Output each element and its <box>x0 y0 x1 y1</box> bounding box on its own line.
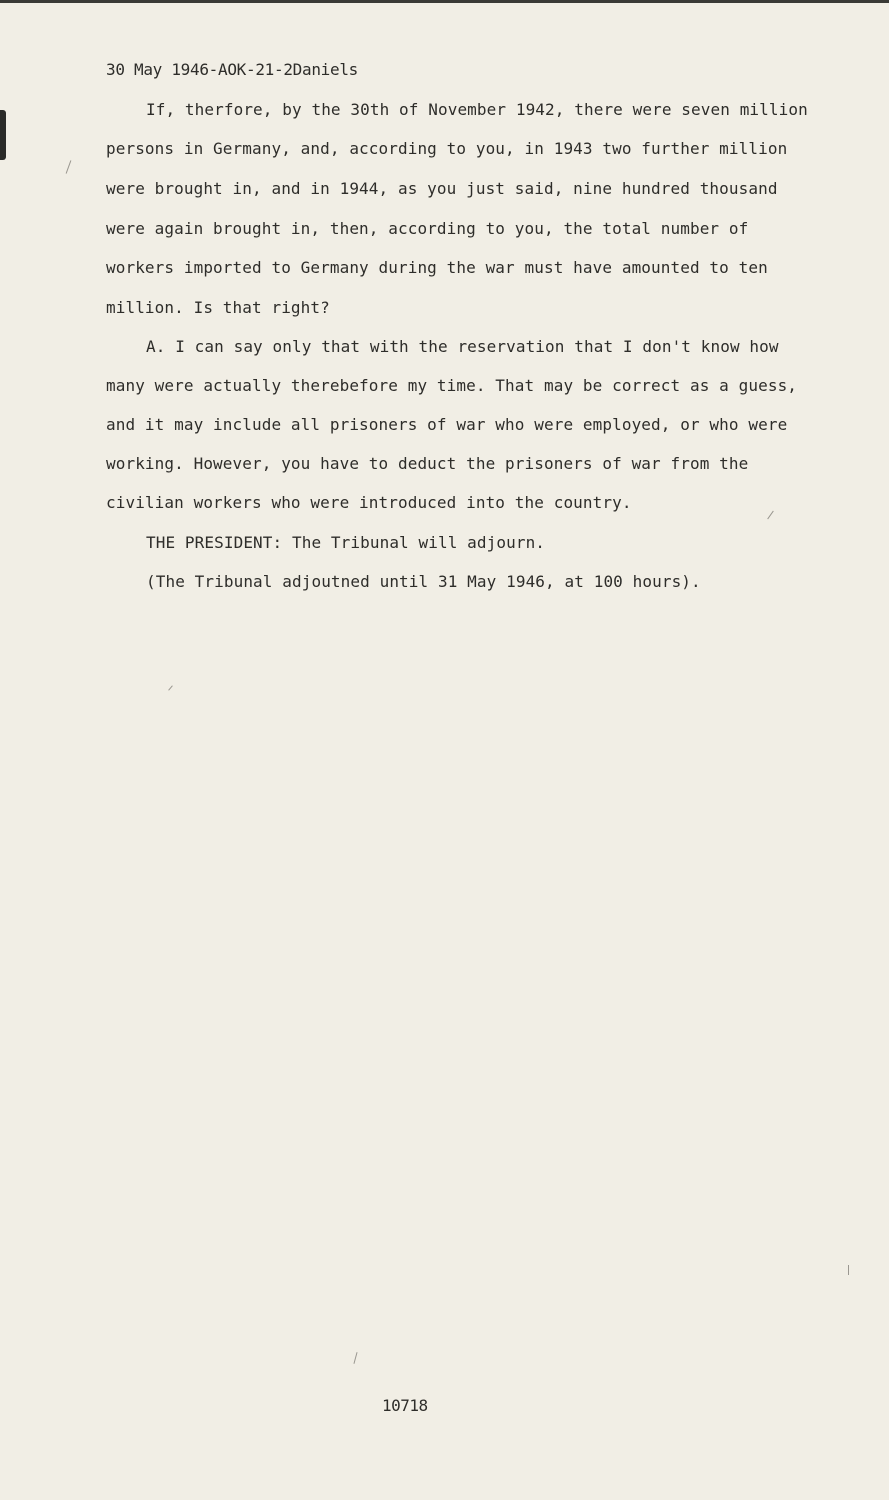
text-line-4: were again brought in, then, according to you, the total number of <box>106 219 749 238</box>
text-line-10: working. However, you have to deduct the prisoners of war from the <box>106 454 749 473</box>
paper-speck <box>767 511 774 520</box>
page-header: 30 May 1946-AOK-21-2Daniels <box>106 60 358 79</box>
paper-speck <box>66 160 72 173</box>
paper-speck <box>168 685 173 690</box>
paper-speck <box>848 1265 849 1275</box>
text-line-1: If, therfore, by the 30th of November 1942, there were seven million <box>146 100 808 119</box>
text-line-7: A. I can say only that with the reservation that I don't know how <box>146 337 779 356</box>
text-line-6: million. Is that right? <box>106 298 330 317</box>
page-top-edge <box>0 0 889 3</box>
adjournment-line: (The Tribunal adjoutned until 31 May 1946, at 100 hours). <box>146 572 701 591</box>
text-line-2: persons in Germany, and, according to you, in 1943 two further million <box>106 139 788 158</box>
text-line-11: civilian workers who were introduced into the country. <box>106 493 632 512</box>
text-line-3: were brought in, and in 1944, as you just said, nine hundred thousand <box>106 179 778 198</box>
text-line-9: and it may include all prisoners of war who were employed, or who were <box>106 415 788 434</box>
binding-mark <box>0 110 6 160</box>
text-line-5: workers imported to Germany during the war must have amounted to ten <box>106 258 768 277</box>
page-number: 10718 <box>382 1396 428 1415</box>
president-line: THE PRESIDENT: The Tribunal will adjourn. <box>146 533 546 552</box>
text-line-8: many were actually therebefore my time. That may be correct as a guess, <box>106 376 798 395</box>
paper-speck <box>353 1352 357 1364</box>
